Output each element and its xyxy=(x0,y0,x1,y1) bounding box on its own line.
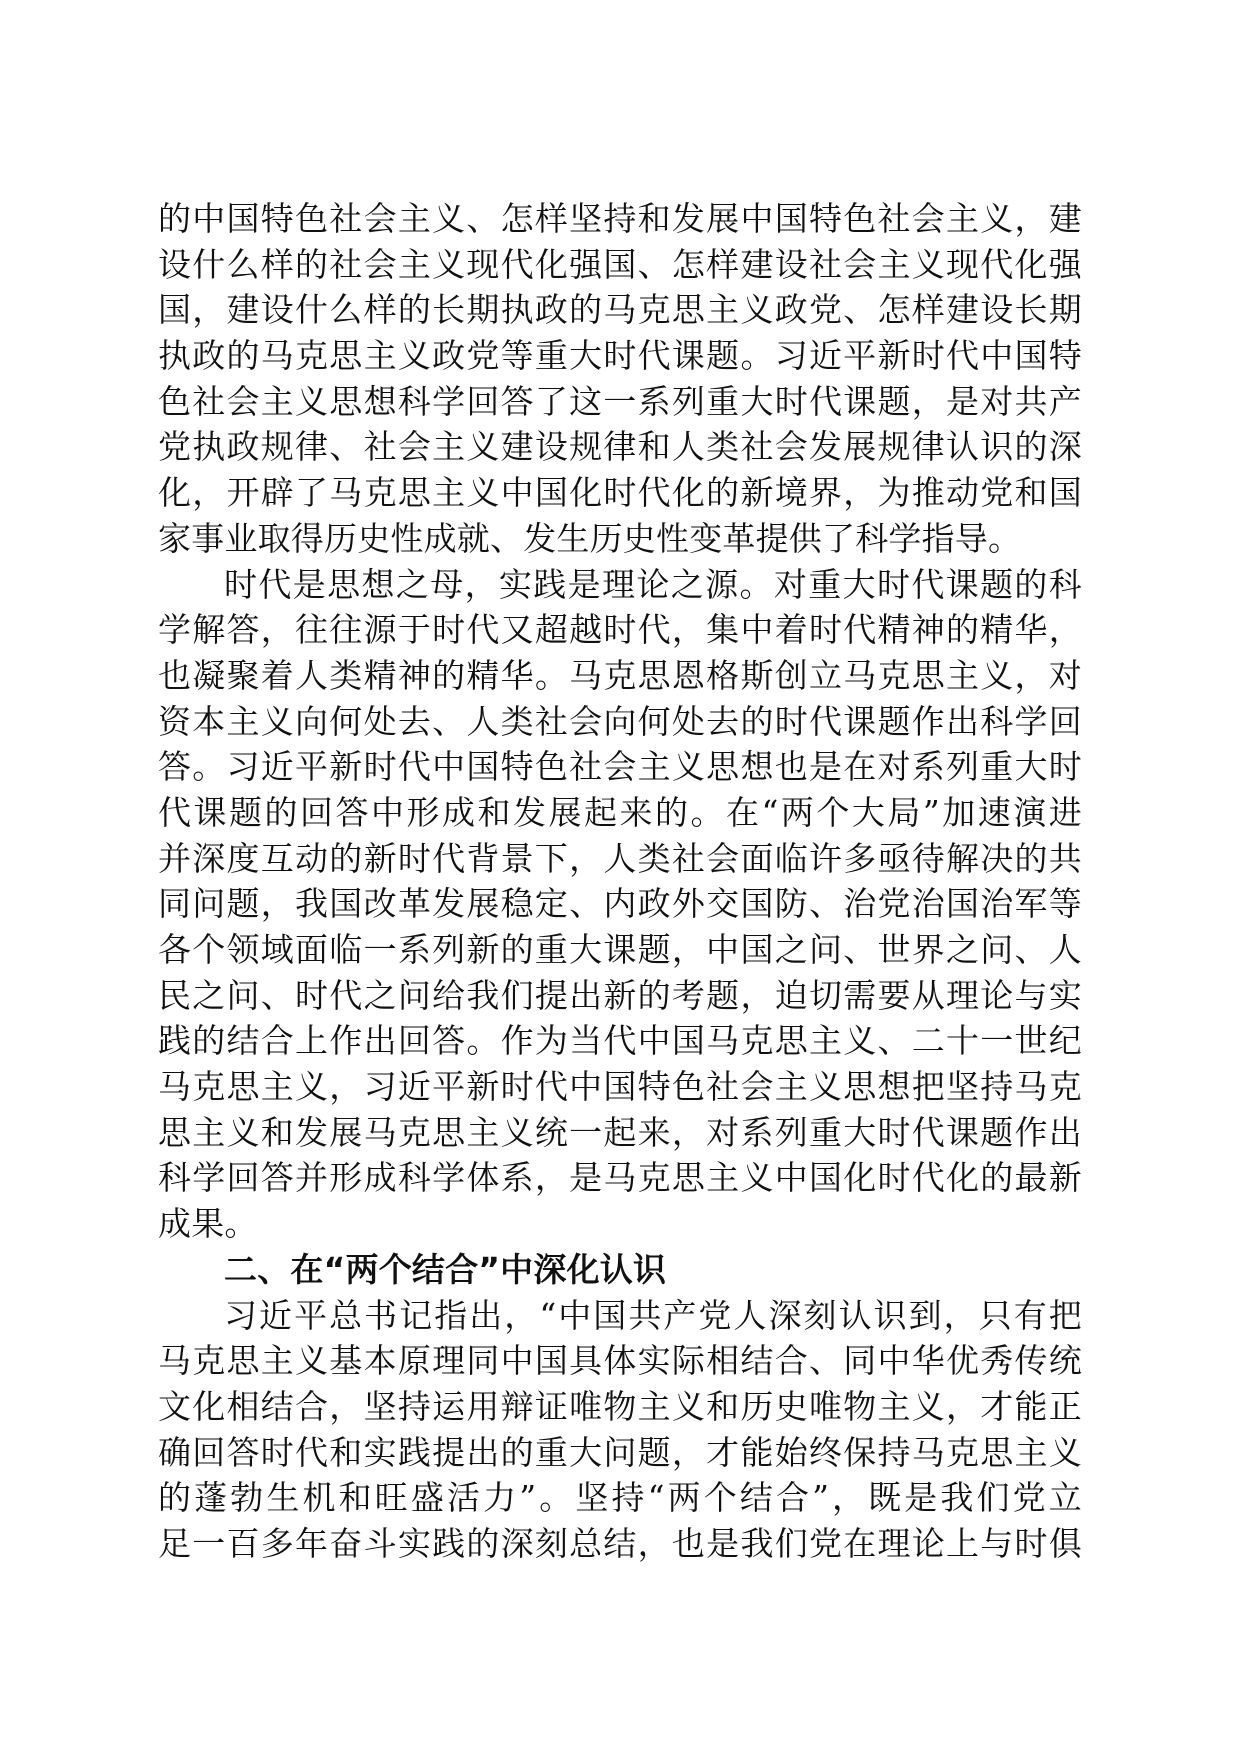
text-line: 同问题，我国改革发展稳定、内政外交国防、治党治国治军等 xyxy=(158,884,1082,924)
text-line: 设什么样的社会主义现代化强国、怎样建设社会主义现代化强 xyxy=(158,244,1082,284)
text-line: 党执政规律、社会主义建设规律和人类社会发展规律认识的深 xyxy=(158,427,1082,467)
document-body xyxy=(158,196,1082,1567)
text-line: 马克思主义，习近平新时代中国特色社会主义思想把坚持马克 xyxy=(158,1067,1082,1107)
text-line: 民之问、时代之问给我们提出新的考题，迫切需要从理论与实 xyxy=(158,975,1082,1015)
text-line: 化，开辟了马克思主义中国化时代化的新境界，为推动党和国 xyxy=(158,473,1082,513)
text-line: 学解答，往往源于时代又超越时代，集中着时代精神的精华， xyxy=(158,610,1082,650)
text-line: 成果。 xyxy=(158,1204,258,1244)
text-line: 答。习近平新时代中国特色社会主义思想也是在对系列重大时 xyxy=(158,747,1082,787)
text-line: 国，建设什么样的长期执政的马克思主义政党、怎样建设长期 xyxy=(158,290,1082,330)
text-line: 并深度互动的新时代背景下，人类社会面临许多亟待解决的共 xyxy=(158,838,1082,878)
text-line: 马克思主义基本原理同中国具体实际相结合、同中华优秀传统 xyxy=(158,1341,1082,1381)
text-line: 也凝聚着人类精神的精华。马克思恩格斯创立马克思主义，对 xyxy=(158,655,1082,695)
text-line: 色社会主义思想科学回答了这一系列重大时代课题，是对共产 xyxy=(158,381,1082,421)
text-line: 时代是思想之母，实践是理论之源。对重大时代课题的科 xyxy=(224,564,1082,604)
paragraph-3 xyxy=(158,1293,1082,1567)
text-line: 代课题的回答中形成和发展起来的。在“两个大局”加速演进 xyxy=(158,792,1082,832)
text-line: 确回答时代和实践提出的重大问题，才能始终保持马克思主义 xyxy=(158,1432,1082,1472)
text-line: 资本主义向何处去、人类社会向何处去的时代课题作出科学回 xyxy=(158,701,1082,741)
text-line: 的蓬勃生机和旺盛活力”。坚持“两个结合”，既是我们党立 xyxy=(158,1478,1082,1518)
text-line: 各个领域面临一系列新的重大课题，中国之问、世界之问、人 xyxy=(158,930,1082,969)
text-line: 践的结合上作出回答。作为当代中国马克思主义、二十一世纪 xyxy=(158,1021,1082,1061)
text-line: 足一百多年奋斗实践的深刻总结，也是我们党在理论上与时俱 xyxy=(158,1523,1082,1563)
section-heading: 二、在“两个结合”中深化认识 xyxy=(224,1249,667,1289)
paragraph-2 xyxy=(158,562,1082,1247)
text-line: 家事业取得历史性成就、发生历史性变革提供了科学指导。 xyxy=(158,518,1022,558)
text-line: 习近平总书记指出，“中国共产党人深刻认识到，只有把 xyxy=(224,1295,1082,1335)
text-line: 文化相结合，坚持运用辩证唯物主义和历史唯物主义，才能正 xyxy=(158,1386,1082,1426)
text-line: 的中国特色社会主义、怎样坚持和发展中国特色社会主义，建 xyxy=(158,199,1082,238)
text-line: 思主义和发展马克思主义统一起来，对系列重大时代课题作出 xyxy=(158,1112,1082,1152)
text-line: 执政的马克思主义政党等重大时代课题。习近平新时代中国特 xyxy=(158,336,1082,376)
paragraph-1 xyxy=(158,196,1082,562)
text-line: 科学回答并形成科学体系，是马克思主义中国化时代化的最新 xyxy=(158,1158,1082,1198)
